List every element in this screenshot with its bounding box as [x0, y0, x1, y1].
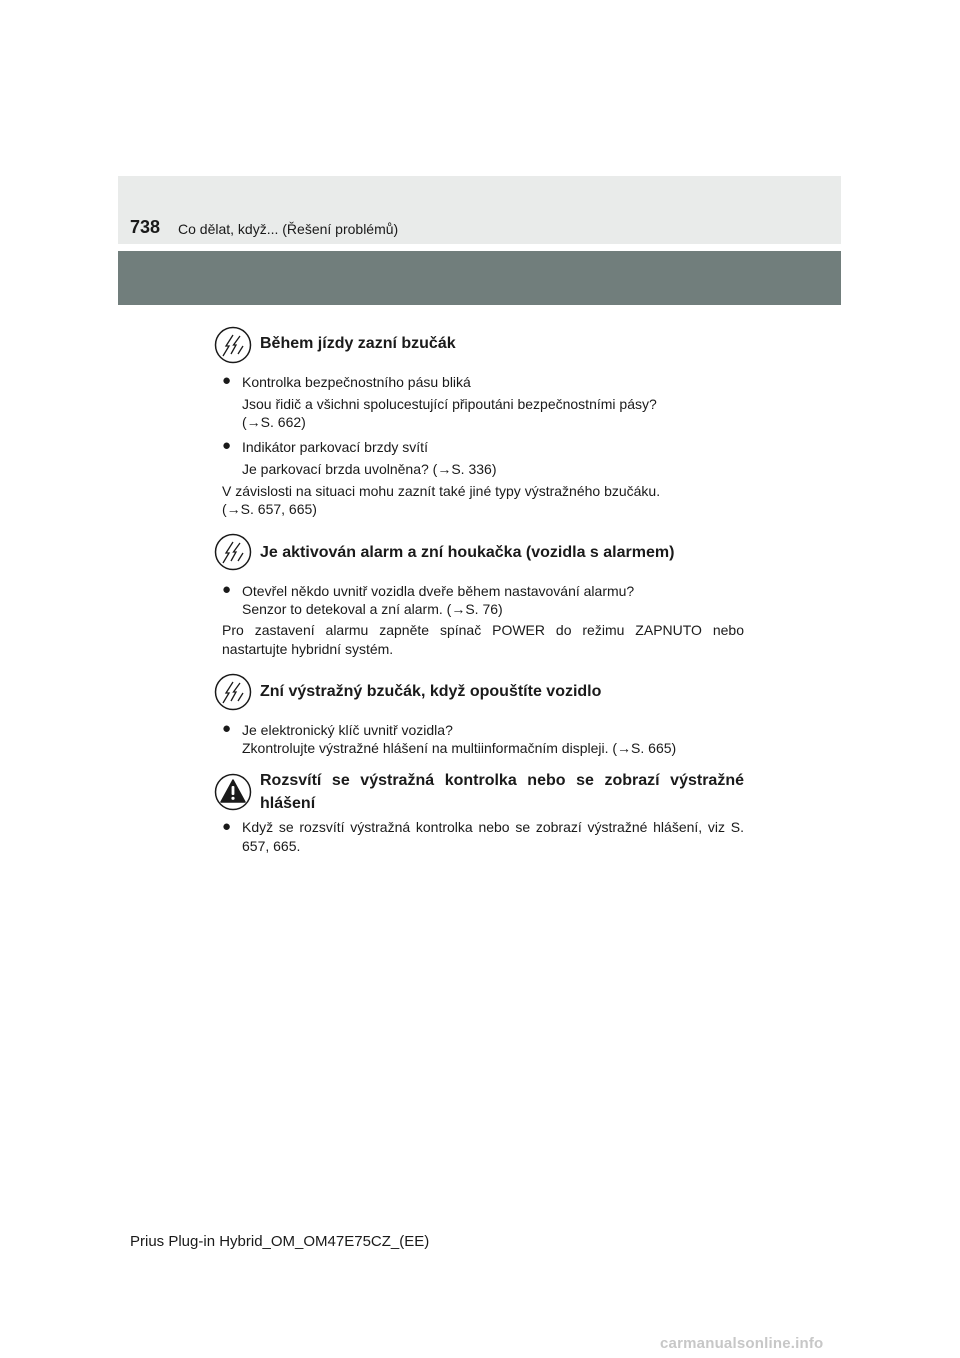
item-text: Zkontrolujte výstražné hlášení na multiinformačním displeji. (→S. 665): [242, 740, 677, 756]
bullet: ●: [222, 818, 232, 835]
item-text: Senzor to detekoval a zní alarm. (→S. 76): [242, 601, 503, 617]
section-heading: Během jízdy zazní bzučák: [260, 335, 456, 352]
bullet: ●: [222, 720, 232, 737]
section-heading: Zní výstražný bzučák, když opouštíte vozidlo: [260, 683, 602, 700]
note-text: Pro zastavení alarmu zapněte spínač POWER do režimu ZAPNUTO nebo nastartujte hybridní systém.: [222, 622, 744, 657]
footer-doc-id: Prius Plug-in Hybrid_OM_OM47E75CZ_(EE): [130, 1233, 430, 1250]
buzzer-icon: [214, 673, 252, 711]
note-text: (→S. 657, 665): [222, 501, 317, 517]
item-text: (→S. 662): [242, 414, 306, 430]
item-title: Je elektronický klíč uvnitř vozidla?: [242, 722, 453, 738]
note-text: V závislosti na situaci mohu zaznít také jiné typy výstražného bzučáku.: [222, 483, 661, 499]
item-title: Když se rozsvítí výstražná kontrolka nebo se zobrazí výstražné hlášení, viz S. 657, 665.: [242, 819, 744, 854]
item-text: Je parkovací brzda uvolněna? (→S. 336): [242, 461, 497, 477]
section-band: [118, 251, 841, 305]
item-title: Kontrolka bezpečnostního pásu bliká: [242, 374, 471, 390]
section-heading-cont: hlášení: [260, 795, 316, 812]
bullet: ●: [222, 581, 232, 598]
warning-triangle-icon: [214, 773, 252, 811]
bullet: ●: [222, 437, 232, 454]
item-title: Indikátor parkovací brzdy svítí: [242, 439, 428, 455]
bullet: ●: [222, 372, 232, 389]
section-heading: Rozsvítí se výstražná kontrolka nebo se zobrazí výstražné: [260, 772, 744, 789]
chapter-title: Co dělat, když... (Řešení problémů): [178, 221, 399, 237]
buzzer-icon: [214, 533, 252, 571]
item-text: Jsou řidič a všichni spolucestující připoutáni bezpečnostními pásy?: [242, 396, 657, 412]
watermark: carmanualsonline.info: [660, 1335, 824, 1352]
buzzer-icon: [214, 326, 252, 364]
item-title: Otevřel někdo uvnitř vozidla dveře během nastavování alarmu?: [242, 583, 635, 599]
page-number: 738: [130, 217, 161, 237]
section-heading: Je aktivován alarm a zní houkačka (vozidla s alarmem): [260, 544, 675, 561]
